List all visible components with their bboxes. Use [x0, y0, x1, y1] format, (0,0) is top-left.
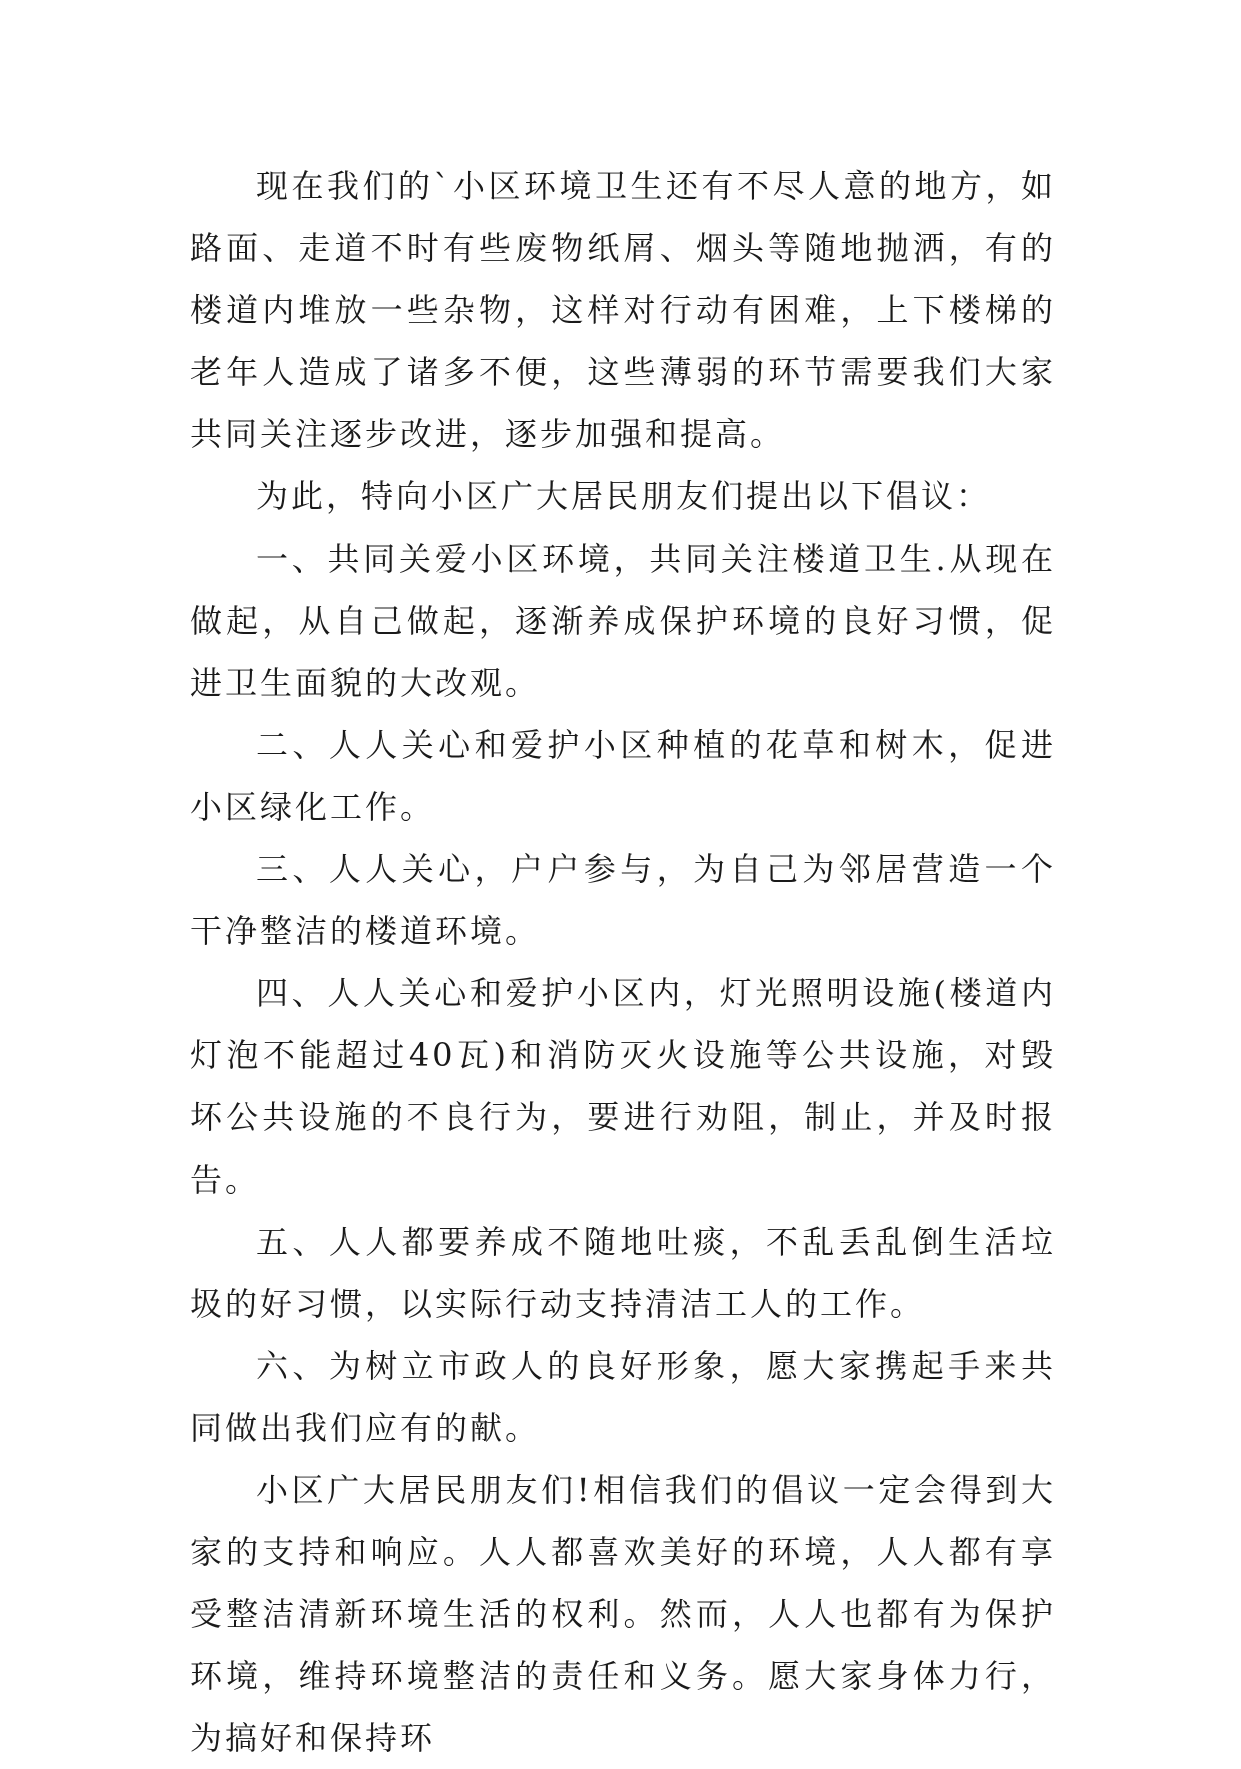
paragraph: 四、人人关心和爱护小区内，灯光照明设施(楼道内灯泡不能超过40瓦)和消防灭火设施等公共设施，对毁坏公共设施的不良行为，要进行劝阻，制止，并及时报告。 — [190, 974, 1056, 1199]
paragraph: 一、共同关爱小区环境，共同关注楼道卫生.从现在做起，从自己做起，逐渐养成保护环境的良好习惯，促进卫生面貌的大改观。 — [190, 539, 1056, 702]
paragraph: 六、为树立市政人的良好形象，愿大家携起手来共同做出我们应有的献。 — [190, 1346, 1056, 1447]
paragraph: 二、人人关心和爱护小区种植的花草和树木，促进小区绿化工作。 — [190, 725, 1056, 826]
paragraph: 五、人人都要养成不随地吐痰，不乱丢乱倒生活垃圾的好习惯，以实际行动支持清洁工人的工作。 — [190, 1222, 1056, 1323]
document-body — [190, 155, 1056, 1769]
paragraph: 三、人人关心，户户参与，为自己为邻居营造一个干净整洁的楼道环境。 — [190, 850, 1056, 951]
paragraph: 为此，特向小区广大居民朋友们提出以下倡议： — [256, 477, 992, 516]
paragraph: 现在我们的`小区环境卫生还有不尽人意的地方，如路面、走道不时有些废物纸屑、烟头等随地抛洒，有的楼道内堆放一些杂物，这样对行动有困难，上下楼梯的老年人造成了诸多不便，这些薄弱的环节需要我们大家共同关注逐步改进，逐步加强和提高。 — [190, 167, 1056, 454]
paragraph: 小区广大居民朋友们!相信我们的倡议一定会得到大家的支持和响应。人人都喜欢美好的环境，人人都有享受整洁清新环境生活的权利。然而，人人也都有为保护环境，维持环境整洁的责任和义务。愿大家身体力行，为搞好和保持环 — [190, 1470, 1056, 1758]
